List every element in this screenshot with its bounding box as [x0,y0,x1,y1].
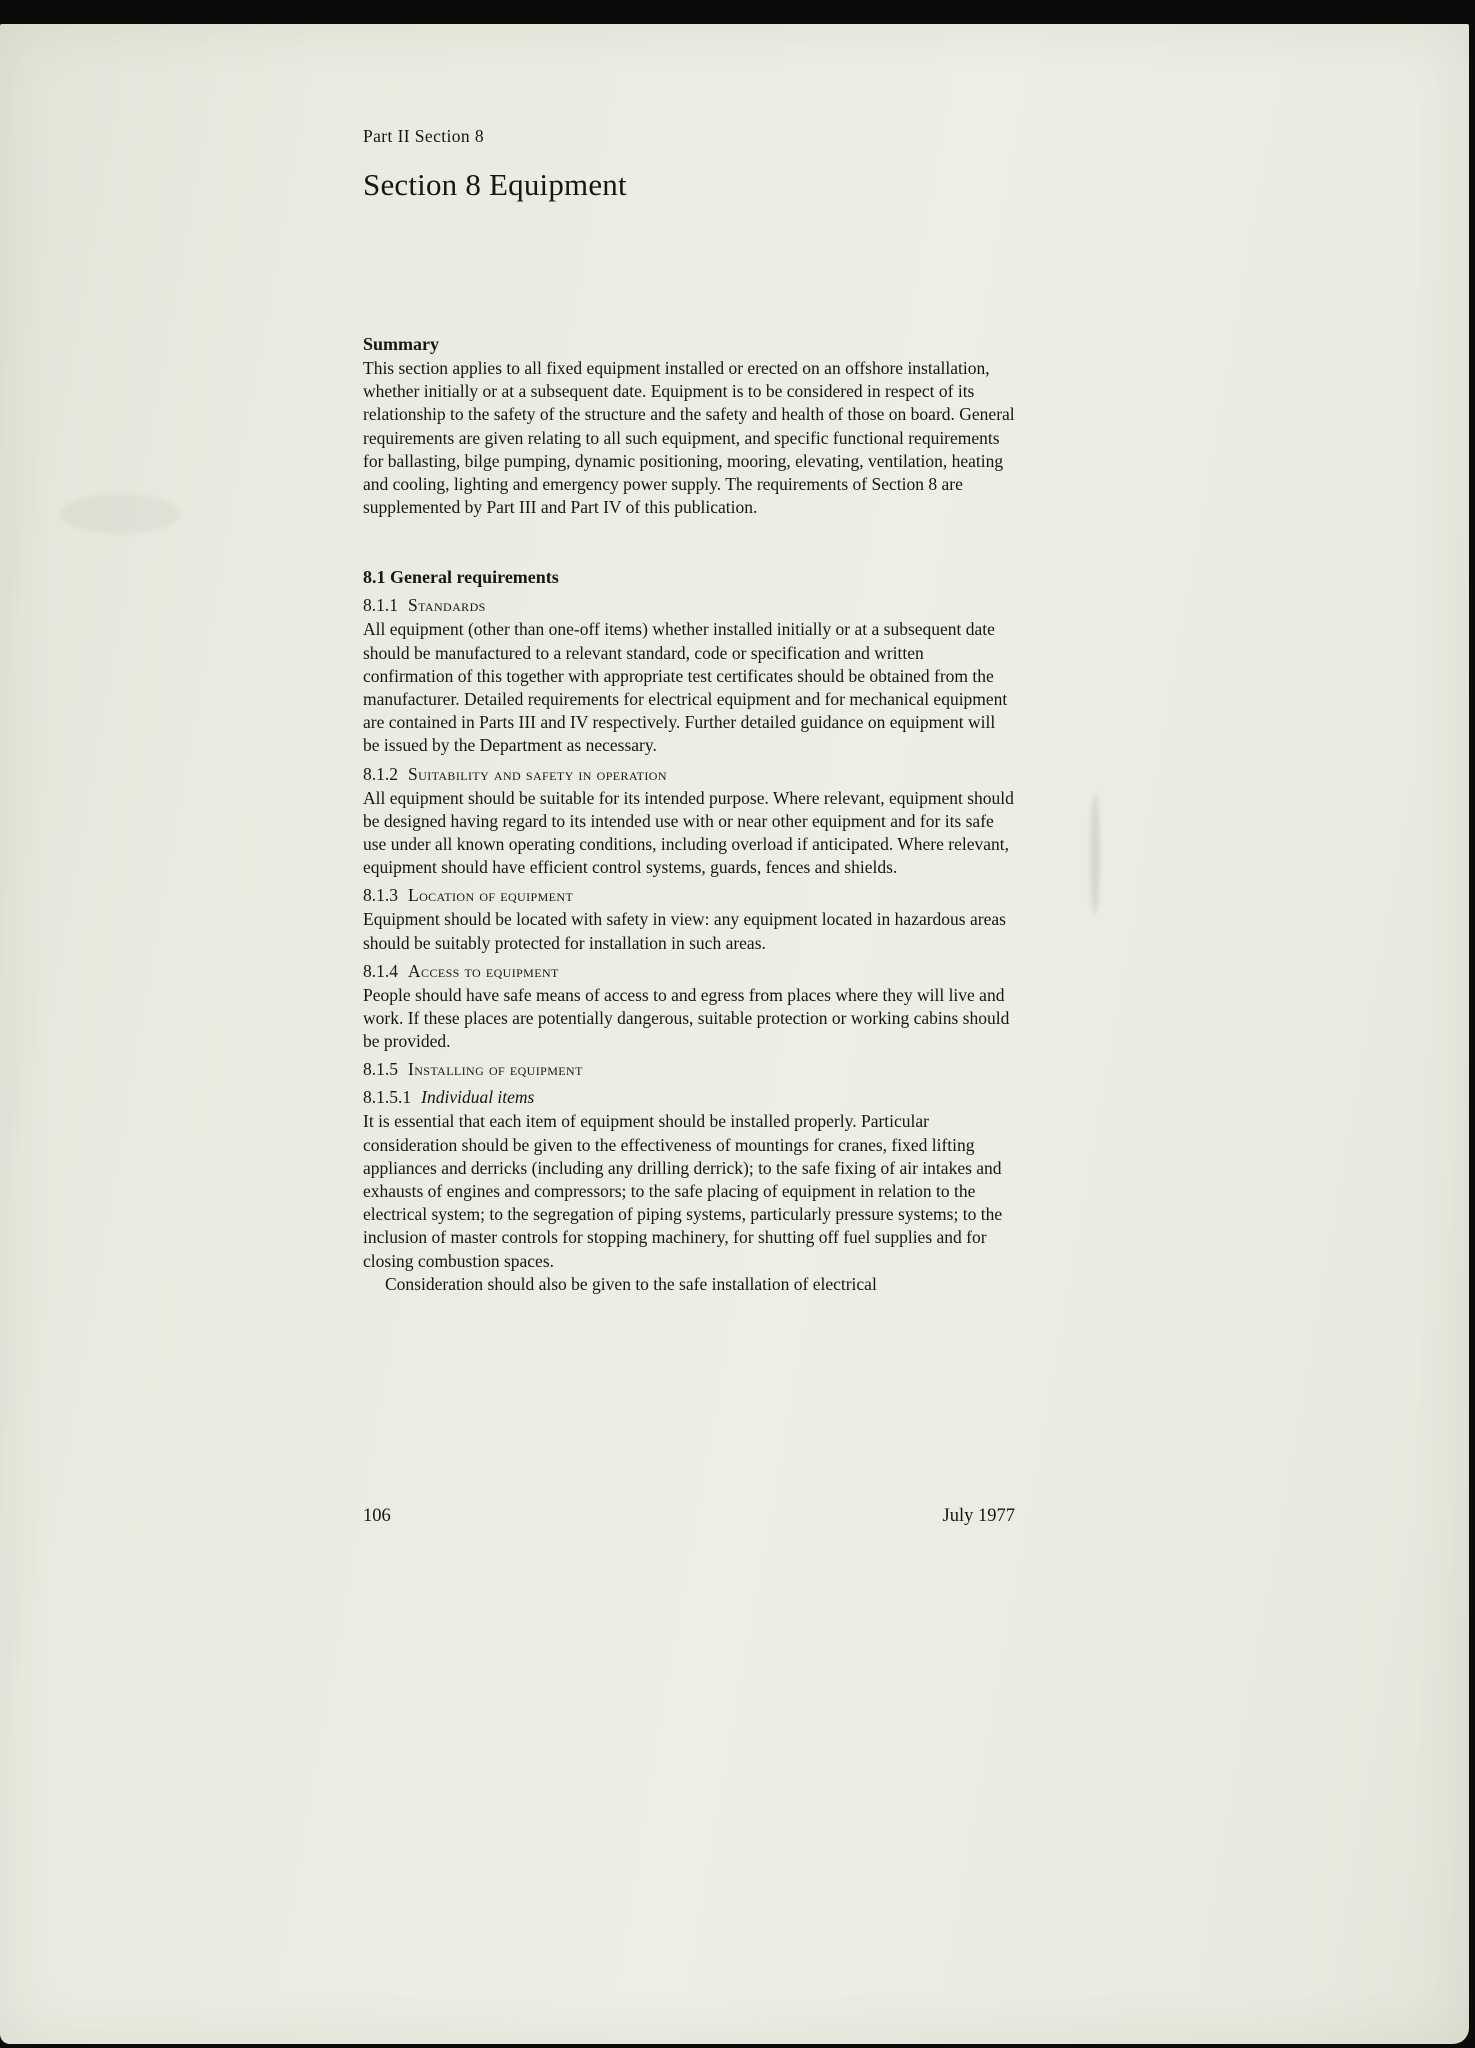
scan-smudge [60,494,180,534]
paragraph: All equipment (other than one-off items) whether installed initially or at a subsequent date should be manufactured to a relevant standard, code or specification and written confirmation of this together with appropriate test certificates should be obtained from the manufacturer. Detailed requirements for electrical equipment and for mechanical equipment are contained in Parts III and IV respectively. Further detailed guidance on equipment will be issued by the Department as necessary. [363,619,1008,756]
heading-number: 8.1.1 [363,595,398,616]
paragraph: People should have safe means of access to and egress from places where they will live and work. If these places are potentially dangerous, suitable protection or working cabins should be provided. [363,984,1010,1052]
page-number: 106 [363,1506,391,1526]
subsection-heading [363,884,1015,907]
scan-smudge [1090,794,1100,914]
page-content [363,332,1015,1296]
heading-label: Standards [408,595,486,616]
section-heading: 8.1 General requirements [363,567,559,588]
heading-label: Installing of equipment [408,1059,583,1080]
paragraph: All equipment should be suitable for its intended purpose. Where relevant, equipment should be designed having regard to its intended use with or near other equipment and for its safe use under all known operating conditions, including overload if anticipated. Where relevant, equipment should have efficient control systems, guards, fences and shields. [363,787,1014,878]
heading-number: 8.1.5.1 [363,1087,412,1108]
paragraph: It is essential that each item of equipment should be installed properly. Particular consideration should be given to the effectiveness of mountings for cranes, fixed lifting appliances and derricks (including any drilling derrick); to the safe fixing of air intakes and exhausts of engines and compressors; to the safe placing of equipment in relation to the electrical system; to the segregation of piping systems, particularly pressure systems; to the inclusion of master controls for stopping machinery, for shutting off fuel supplies and for closing combustion spaces. [363,1111,1003,1271]
heading-number: 8.1.4 [363,960,398,981]
heading-number: 8.1.5 [363,1059,398,1080]
heading-label: Individual items [421,1087,535,1108]
paragraph: This section applies to all fixed equipment installed or erected on an offshore installation, whether initially or at a subsequent date. Equipment is to be considered in respect of its relationship to the safety of the structure and the safety and health of those on board. General requirements are given relating to all such equipment, and specific functional requirements for ballasting, bilge pumping, dynamic positioning, mooring, elevating, ventilation, heating and cooling, lighting and emergency power supply. The requirements of Section 8 are supplemented by Part III and Part IV of this publication. [363,358,1015,518]
text-column [363,124,1015,1296]
paper-sheet [0,24,1469,2044]
running-header: Part II Section 8 [363,126,485,146]
subsection-heading [363,763,1015,786]
page-title: Section 8 Equipment [363,167,627,202]
heading-label: Location of equipment [408,885,574,906]
subsubsection-heading [363,1086,1015,1109]
heading-label: Access to equipment [408,960,559,981]
heading-number: 8.1.3 [363,885,398,906]
footer-date: July 1977 [942,1506,1015,1526]
summary-heading: Summary [363,334,439,354]
subsection-heading [363,594,1015,617]
subsection-heading [363,1058,1015,1081]
heading-label: Suitability and safety in operation [408,763,667,784]
paragraph: Equipment should be located with safety in view: any equipment located in hazardous areas should be suitably protected for installation in such areas. [363,909,1006,953]
paragraph: Consideration should also be given to the safe installation of electrical [385,1273,877,1294]
page-footer [363,1506,1015,1527]
heading-number: 8.1.2 [363,763,398,784]
subsection-heading [363,960,1015,983]
